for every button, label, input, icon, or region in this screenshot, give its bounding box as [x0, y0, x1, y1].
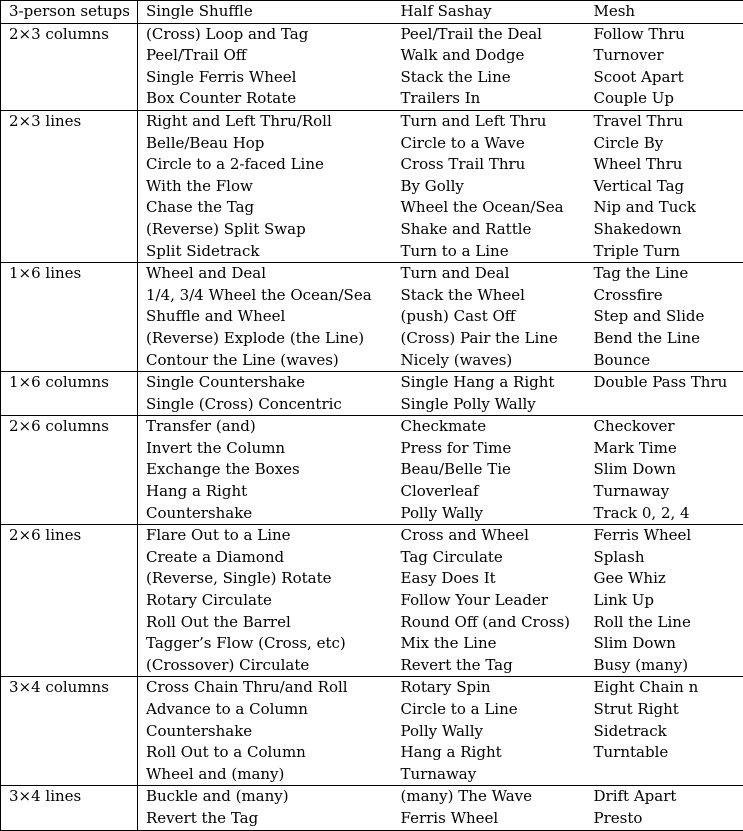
call-name: Belle/Beau Hop	[138, 133, 393, 155]
call-name: 1/4, 3/4 Wheel the Ocean/Sea	[138, 285, 393, 307]
call-name: Polly Wally	[393, 503, 586, 525]
setup-label	[1, 808, 138, 830]
call-name: (Reverse) Explode (the Line)	[138, 328, 393, 350]
call-name: Contour the Line (waves)	[138, 350, 393, 372]
table-row	[1, 88, 743, 110]
call-name: Hang a Right	[393, 742, 586, 764]
call-name: Wheel the Ocean/Sea	[393, 197, 586, 219]
call-name: Eight Chain n	[586, 677, 743, 699]
call-name: Strut Right	[586, 699, 743, 721]
table-row	[1, 372, 743, 394]
call-name: Ferris Wheel	[393, 808, 586, 830]
call-name: Chase the Tag	[138, 197, 393, 219]
call-name: Vertical Tag	[586, 176, 743, 198]
call-name: Slim Down	[586, 459, 743, 481]
call-name: Transfer (and)	[138, 416, 393, 438]
call-name: Mark Time	[586, 438, 743, 460]
call-name: Single Ferris Wheel	[138, 67, 393, 89]
call-name: Turnaway	[586, 481, 743, 503]
setup-label	[1, 742, 138, 764]
setup-label	[1, 655, 138, 677]
table-row	[1, 699, 743, 721]
table-row	[1, 110, 743, 132]
call-name: Nicely (waves)	[393, 350, 586, 372]
call-name: Follow Thru	[586, 23, 743, 45]
call-name: Ferris Wheel	[586, 525, 743, 547]
call-name: Drift Apart	[586, 786, 743, 808]
table-row	[1, 306, 743, 328]
table-row	[1, 133, 743, 155]
table-row	[1, 590, 743, 612]
call-name: Exchange the Boxes	[138, 459, 393, 481]
call-name: Beau/Belle Tie	[393, 459, 586, 481]
setup-label	[1, 350, 138, 372]
call-name: Circle to a Line	[393, 699, 586, 721]
call-name: Peel/Trail the Deal	[393, 23, 586, 45]
table-row	[1, 285, 743, 307]
setup-header: 3-person setups	[1, 1, 138, 24]
call-name: Checkover	[586, 416, 743, 438]
setup-label	[1, 328, 138, 350]
call-name: Link Up	[586, 590, 743, 612]
setup-label	[1, 568, 138, 590]
call-name: Tag the Line	[586, 263, 743, 285]
call-name: Stack the Wheel	[393, 285, 586, 307]
call-name: Follow Your Leader	[393, 590, 586, 612]
setup-label	[1, 285, 138, 307]
call-name: Busy (many)	[586, 655, 743, 677]
call-name: (Cross) Loop and Tag	[138, 23, 393, 45]
call-name: Invert the Column	[138, 438, 393, 460]
call-name: Turnaway	[393, 764, 586, 786]
call-name: Turntable	[586, 742, 743, 764]
call-name: With the Flow	[138, 176, 393, 198]
call-name: Box Counter Rotate	[138, 88, 393, 110]
setup-label	[1, 176, 138, 198]
call-name: Mix the Line	[393, 633, 586, 655]
table-row	[1, 481, 743, 503]
header-row	[1, 1, 743, 24]
call-name: Presto	[586, 808, 743, 830]
call-name: Countershake	[138, 721, 393, 743]
call-name: (Crossover) Circulate	[138, 655, 393, 677]
call-name: Trailers In	[393, 88, 586, 110]
table-row	[1, 176, 743, 198]
call-name: Flare Out to a Line	[138, 525, 393, 547]
call-name: Tag Circulate	[393, 547, 586, 569]
setup-label	[1, 590, 138, 612]
setup-label	[1, 438, 138, 460]
call-name: Rotary Spin	[393, 677, 586, 699]
call-name: Peel/Trail Off	[138, 45, 393, 67]
call-name: Cross and Wheel	[393, 525, 586, 547]
table-row	[1, 154, 743, 176]
call-name: Revert the Tag	[393, 655, 586, 677]
table-row	[1, 328, 743, 350]
table-row	[1, 219, 743, 241]
call-name: Shake and Rattle	[393, 219, 586, 241]
setup-label	[1, 219, 138, 241]
setup-label	[1, 459, 138, 481]
setup-label	[1, 45, 138, 67]
call-name: Roll Out to a Column	[138, 742, 393, 764]
call-name: Gee Whiz	[586, 568, 743, 590]
call-name: Sidetrack	[586, 721, 743, 743]
call-name: Cross Trail Thru	[393, 154, 586, 176]
call-name: Hang a Right	[138, 481, 393, 503]
call-name: Bounce	[586, 350, 743, 372]
call-name: Turn and Deal	[393, 263, 586, 285]
call-name: Turn and Left Thru	[393, 110, 586, 132]
table-row	[1, 677, 743, 699]
call-name: Nip and Tuck	[586, 197, 743, 219]
call-name: Double Pass Thru	[586, 372, 743, 394]
call-name: Buckle and (many)	[138, 786, 393, 808]
table-row	[1, 808, 743, 830]
setup-label: 2×3 columns	[1, 23, 138, 45]
call-name: Split Sidetrack	[138, 241, 393, 263]
table-row	[1, 459, 743, 481]
call-name: Countershake	[138, 503, 393, 525]
call-name: Couple Up	[586, 88, 743, 110]
call-name: Crossfire	[586, 285, 743, 307]
setup-label	[1, 394, 138, 416]
call-name: Stack the Line	[393, 67, 586, 89]
setup-label: 2×3 lines	[1, 110, 138, 132]
call-name: Press for Time	[393, 438, 586, 460]
call-name: Rotary Circulate	[138, 590, 393, 612]
call-name: Revert the Tag	[138, 808, 393, 830]
call-name: (Cross) Pair the Line	[393, 328, 586, 350]
table-row	[1, 786, 743, 808]
call-name: Polly Wally	[393, 721, 586, 743]
call-name: Roll Out the Barrel	[138, 612, 393, 634]
table-row	[1, 23, 743, 45]
table-row	[1, 394, 743, 416]
table-row	[1, 721, 743, 743]
call-name: Roll the Line	[586, 612, 743, 634]
call-name: Single (Cross) Concentric	[138, 394, 393, 416]
call-name: Turnover	[586, 45, 743, 67]
setup-label	[1, 241, 138, 263]
setup-label	[1, 764, 138, 786]
table-row	[1, 655, 743, 677]
call-name: Wheel and (many)	[138, 764, 393, 786]
setup-label	[1, 481, 138, 503]
call-name: Single Countershake	[138, 372, 393, 394]
setup-label	[1, 67, 138, 89]
call-name: Travel Thru	[586, 110, 743, 132]
setup-label	[1, 633, 138, 655]
table-row	[1, 438, 743, 460]
table-row	[1, 45, 743, 67]
setup-label	[1, 197, 138, 219]
call-name: Easy Does It	[393, 568, 586, 590]
call-name: Right and Left Thru/Roll	[138, 110, 393, 132]
column-header: Half Sashay	[393, 1, 586, 24]
call-name	[586, 764, 743, 786]
call-name: (many) The Wave	[393, 786, 586, 808]
table-row	[1, 416, 743, 438]
setup-label	[1, 88, 138, 110]
setup-label: 3×4 columns	[1, 677, 138, 699]
setup-label: 2×6 columns	[1, 416, 138, 438]
call-name: Wheel and Deal	[138, 263, 393, 285]
setup-label	[1, 721, 138, 743]
table-row	[1, 503, 743, 525]
table-row	[1, 633, 743, 655]
call-name: By Golly	[393, 176, 586, 198]
call-name: Bend the Line	[586, 328, 743, 350]
table-row	[1, 612, 743, 634]
setup-label	[1, 699, 138, 721]
setup-label: 1×6 lines	[1, 263, 138, 285]
call-name: Cross Chain Thru/and Roll	[138, 677, 393, 699]
table-row	[1, 350, 743, 372]
table-row	[1, 263, 743, 285]
column-header: Mesh	[586, 1, 743, 24]
call-name: Checkmate	[393, 416, 586, 438]
call-name: Single Polly Wally	[393, 394, 586, 416]
setup-label	[1, 133, 138, 155]
setup-label: 3×4 lines	[1, 786, 138, 808]
call-name: Scoot Apart	[586, 67, 743, 89]
call-name: Splash	[586, 547, 743, 569]
table-row	[1, 197, 743, 219]
setup-label	[1, 503, 138, 525]
setup-label	[1, 612, 138, 634]
column-header: Single Shuffle	[138, 1, 393, 24]
call-name: Step and Slide	[586, 306, 743, 328]
call-name: (push) Cast Off	[393, 306, 586, 328]
table-row	[1, 241, 743, 263]
call-name: Tagger’s Flow (Cross, etc)	[138, 633, 393, 655]
call-name: Wheel Thru	[586, 154, 743, 176]
call-name: Slim Down	[586, 633, 743, 655]
call-name: Circle to a Wave	[393, 133, 586, 155]
call-name: Single Hang a Right	[393, 372, 586, 394]
call-name: Cloverleaf	[393, 481, 586, 503]
call-name: Shakedown	[586, 219, 743, 241]
table-row	[1, 568, 743, 590]
table-row	[1, 67, 743, 89]
call-name: Walk and Dodge	[393, 45, 586, 67]
call-name: Round Off (and Cross)	[393, 612, 586, 634]
call-name: Shuffle and Wheel	[138, 306, 393, 328]
call-name: (Reverse) Split Swap	[138, 219, 393, 241]
table-row	[1, 547, 743, 569]
call-name: Advance to a Column	[138, 699, 393, 721]
table-row	[1, 742, 743, 764]
setup-label: 1×6 columns	[1, 372, 138, 394]
table-row	[1, 525, 743, 547]
call-name: Create a Diamond	[138, 547, 393, 569]
setup-label	[1, 154, 138, 176]
call-name: (Reverse, Single) Rotate	[138, 568, 393, 590]
call-name: Turn to a Line	[393, 241, 586, 263]
setup-label	[1, 306, 138, 328]
call-name	[586, 394, 743, 416]
setup-label	[1, 547, 138, 569]
call-name: Triple Turn	[586, 241, 743, 263]
call-name: Circle to a 2-faced Line	[138, 154, 393, 176]
call-name: Circle By	[586, 133, 743, 155]
call-name: Track 0, 2, 4	[586, 503, 743, 525]
table-row	[1, 764, 743, 786]
setup-label: 2×6 lines	[1, 525, 138, 547]
